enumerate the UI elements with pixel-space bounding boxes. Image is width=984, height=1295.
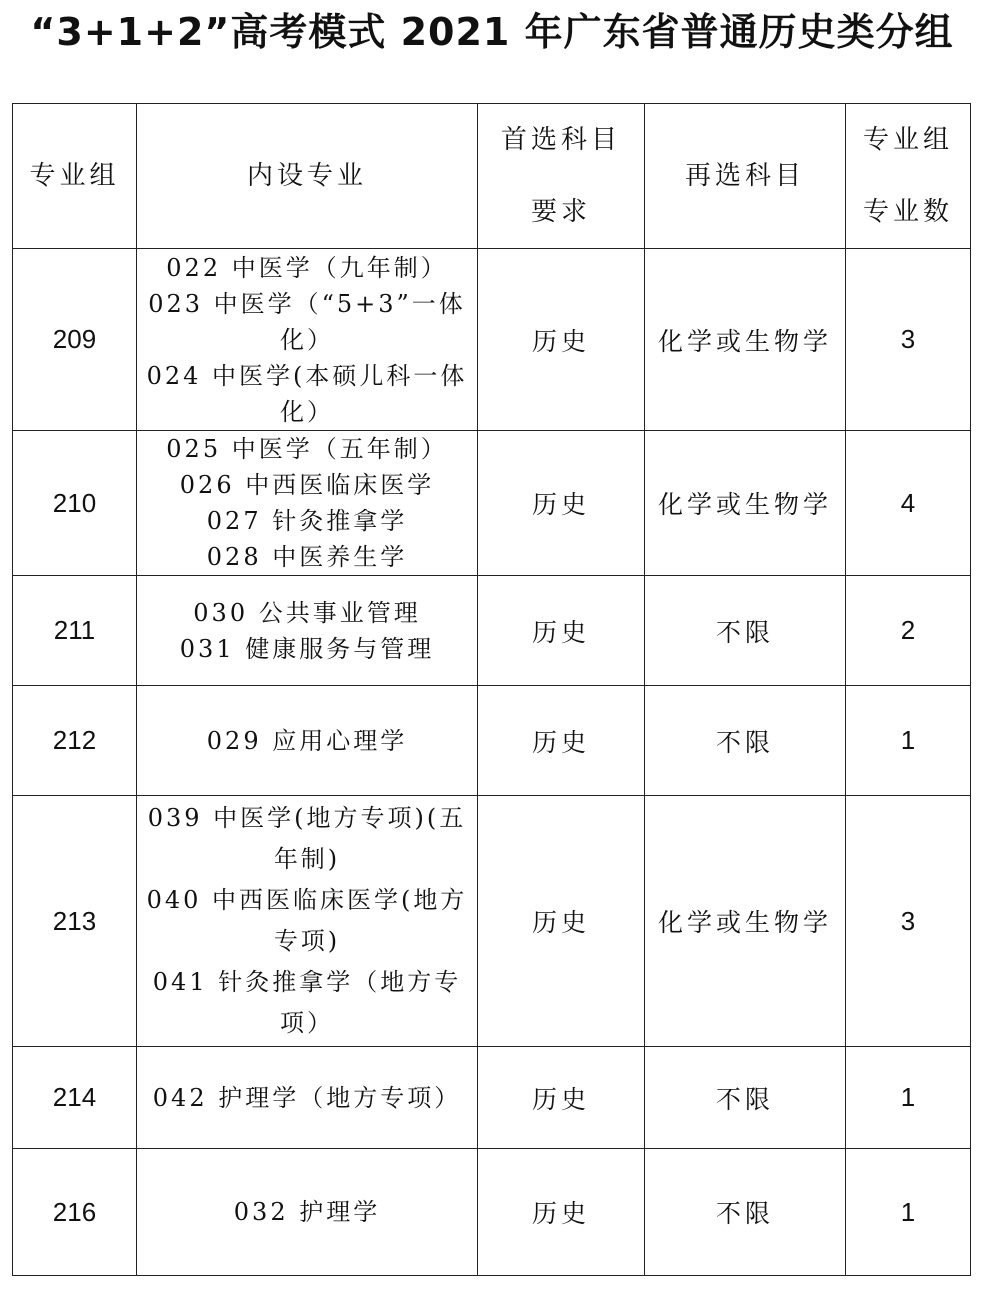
majors-cell [137,686,478,796]
major-line: 化） [280,325,334,354]
header-row [13,104,971,249]
majors-cell [137,796,478,1047]
document-title: “3+1+2”高考模式 2021 年广东省普通历史类分组 [30,10,954,54]
group-code: 212 [13,686,137,796]
reselect-subject: 不限 [645,576,846,686]
first-subject: 历史 [478,431,645,576]
table-row [13,1047,971,1149]
major-line: 026 中西医临床医学 [179,471,435,499]
major-line: 042 护理学（地方专项） [152,1083,462,1112]
header-first-subject [478,104,645,249]
header-count-line1: 专业组 [862,125,953,155]
first-subject: 历史 [478,686,645,796]
major-count: 1 [846,686,971,796]
major-line: 027 针灸推拿学 [206,507,408,535]
header-group: 专业组 [13,104,137,249]
header-first-subject-line1: 首选科目 [500,125,621,155]
major-line: 专项) [273,927,341,955]
major-line: 化） [280,397,334,426]
major-line: 023 中医学（“5+3”一体 [148,289,466,318]
major-count: 3 [846,796,971,1047]
reselect-subject: 化学或生物学 [645,249,846,431]
major-count: 1 [846,1047,971,1149]
group-code: 209 [13,249,137,431]
first-subject: 历史 [478,249,645,431]
major-line: 039 中医学(地方专项)(五 [147,804,467,832]
reselect-subject: 化学或生物学 [645,431,846,576]
group-code: 210 [13,431,137,576]
major-line: 040 中西医临床医学(地方 [146,886,468,914]
first-subject: 历史 [478,1047,645,1149]
major-line: 031 健康服务与管理 [179,634,435,663]
major-count: 3 [846,249,971,431]
major-line: 022 中医学（九年制） [166,253,448,282]
major-line: 030 公共事业管理 [193,598,421,627]
header-count-line2: 专业数 [862,197,953,227]
major-count: 4 [846,431,971,576]
first-subject: 历史 [478,796,645,1047]
header-reselect: 再选科目 [645,104,846,249]
table-row [13,249,971,431]
group-code: 213 [13,796,137,1047]
table-row [13,686,971,796]
major-group-table [12,103,971,1276]
majors-cell [137,1149,478,1276]
reselect-subject: 化学或生物学 [645,796,846,1047]
major-line: 028 中医养生学 [206,543,408,571]
header-count [846,104,971,249]
major-line: 041 针灸推拿学（地方专 [152,968,462,996]
table-row [13,796,971,1047]
group-code: 216 [13,1149,137,1276]
majors-cell [137,431,478,576]
major-line: 年制) [273,845,341,873]
majors-cell [137,576,478,686]
majors-cell [137,1047,478,1149]
reselect-subject: 不限 [645,1047,846,1149]
table-row [13,576,971,686]
header-majors: 内设专业 [137,104,478,249]
major-count: 1 [846,1149,971,1276]
group-code: 214 [13,1047,137,1149]
reselect-subject: 不限 [645,686,846,796]
reselect-subject: 不限 [645,1149,846,1276]
first-subject: 历史 [478,576,645,686]
table-row [13,1149,971,1276]
header-first-subject-line2: 要求 [530,197,591,227]
majors-cell [137,249,478,431]
major-line: 025 中医学（五年制） [166,435,448,463]
major-line: 024 中医学(本硕儿科一体 [146,361,468,390]
major-line: 032 护理学 [233,1198,381,1226]
major-count: 2 [846,576,971,686]
table-row [13,431,971,576]
first-subject: 历史 [478,1149,645,1276]
major-line: 029 应用心理学 [206,726,408,755]
group-code: 211 [13,576,137,686]
major-line: 项） [280,1009,334,1037]
